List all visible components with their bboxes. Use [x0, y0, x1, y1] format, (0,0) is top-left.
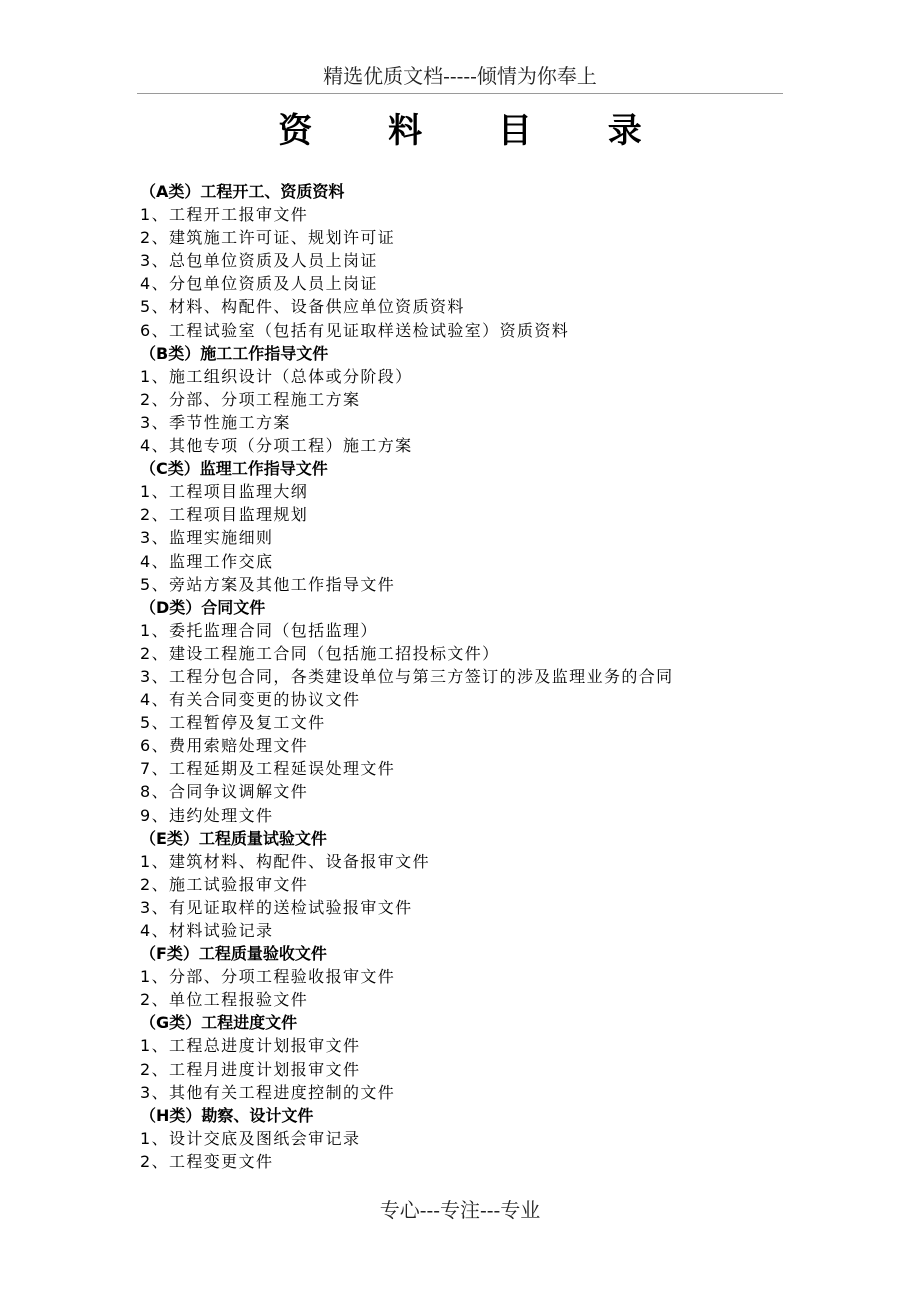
toc-item: 1、分部、分项工程验收报审文件 [140, 967, 396, 987]
toc-item: 1、工程总进度计划报审文件 [140, 1036, 361, 1056]
toc-item: 2、施工试验报审文件 [140, 874, 309, 894]
toc-item: 2、建筑施工许可证、规划许可证 [140, 228, 396, 248]
toc-item: 4、有关合同变更的协议文件 [140, 690, 361, 710]
toc-item: 1、建筑材料、构配件、设备报审文件 [140, 851, 430, 871]
toc-item: 8、合同争议调解文件 [140, 782, 309, 802]
toc-item: 2、工程月进度计划报审文件 [140, 1059, 361, 1079]
section-heading: （D类）合同文件 [140, 597, 266, 617]
toc-section [140, 1104, 820, 1173]
toc-item: 4、材料试验记录 [140, 921, 274, 940]
toc-item: 6、工程试验室（包括有见证取样送检试验室）资质资料 [140, 320, 570, 340]
toc-item: 5、工程暂停及复工文件 [140, 713, 326, 733]
toc-item: 2、工程变更文件 [140, 1151, 274, 1171]
header-divider [137, 93, 783, 94]
toc-item: 3、工程分包合同，各类建设单位与第三方签订的涉及监理业务的合同 [140, 666, 674, 686]
toc-item: 3、其他有关工程进度控制的文件 [140, 1082, 396, 1102]
page-footer: 专心---专注---专业 [379, 1198, 541, 1222]
toc-item: 5、旁站方案及其他工作指导文件 [140, 574, 396, 594]
toc-item: 2、单位工程报验文件 [140, 990, 309, 1010]
toc-section [140, 596, 820, 827]
toc-section [140, 942, 820, 1011]
toc-section [140, 342, 820, 457]
toc-item: 2、分部、分项工程施工方案 [140, 389, 361, 409]
section-heading: （A类）工程开工、资质资料 [140, 182, 345, 201]
toc-item: 3、季节性施工方案 [140, 412, 291, 432]
toc-section [140, 457, 820, 596]
toc-item: 4、分包单位资质及人员上岗证 [140, 274, 378, 294]
toc-section [140, 827, 820, 942]
toc-item: 4、监理工作交底 [140, 551, 274, 571]
toc-item: 1、施工组织设计（总体或分阶段） [140, 366, 413, 386]
table-of-contents [140, 180, 820, 1173]
toc-item: 2、建设工程施工合同（包括施工招投标文件） [140, 643, 500, 663]
toc-item: 4、其他专项（分项工程）施工方案 [140, 436, 413, 456]
toc-item: 1、设计交底及图纸会审记录 [140, 1128, 361, 1148]
document-title: 资 料 目 录 [278, 111, 674, 151]
section-heading: （F类）工程质量验收文件 [140, 944, 327, 964]
section-heading: （H类）勘察、设计文件 [140, 1105, 314, 1125]
page-header: 精选优质文档-----倾情为你奉上 [323, 64, 597, 88]
section-heading: （C类）监理工作指导文件 [140, 459, 328, 479]
toc-item: 9、违约处理文件 [140, 805, 274, 825]
toc-item: 1、工程项目监理大纲 [140, 482, 309, 502]
toc-item: 1、工程开工报审文件 [140, 205, 309, 225]
toc-section [140, 180, 820, 342]
toc-item: 1、委托监理合同（包括监理） [140, 620, 378, 640]
toc-item: 5、材料、构配件、设备供应单位资质资料 [140, 297, 465, 317]
section-heading: （E类）工程质量试验文件 [140, 828, 327, 848]
toc-item: 3、总包单位资质及人员上岗证 [140, 251, 378, 271]
toc-item: 3、有见证取样的送检试验报审文件 [140, 897, 413, 917]
toc-item: 6、费用索赔处理文件 [140, 736, 309, 756]
toc-section [140, 1011, 820, 1103]
section-heading: （B类）施工工作指导文件 [140, 343, 329, 363]
toc-item: 7、工程延期及工程延误处理文件 [140, 759, 396, 779]
section-heading: （G类）工程进度文件 [140, 1013, 298, 1033]
toc-item: 3、监理实施细则 [140, 528, 274, 548]
toc-item: 2、工程项目监理规划 [140, 505, 309, 525]
